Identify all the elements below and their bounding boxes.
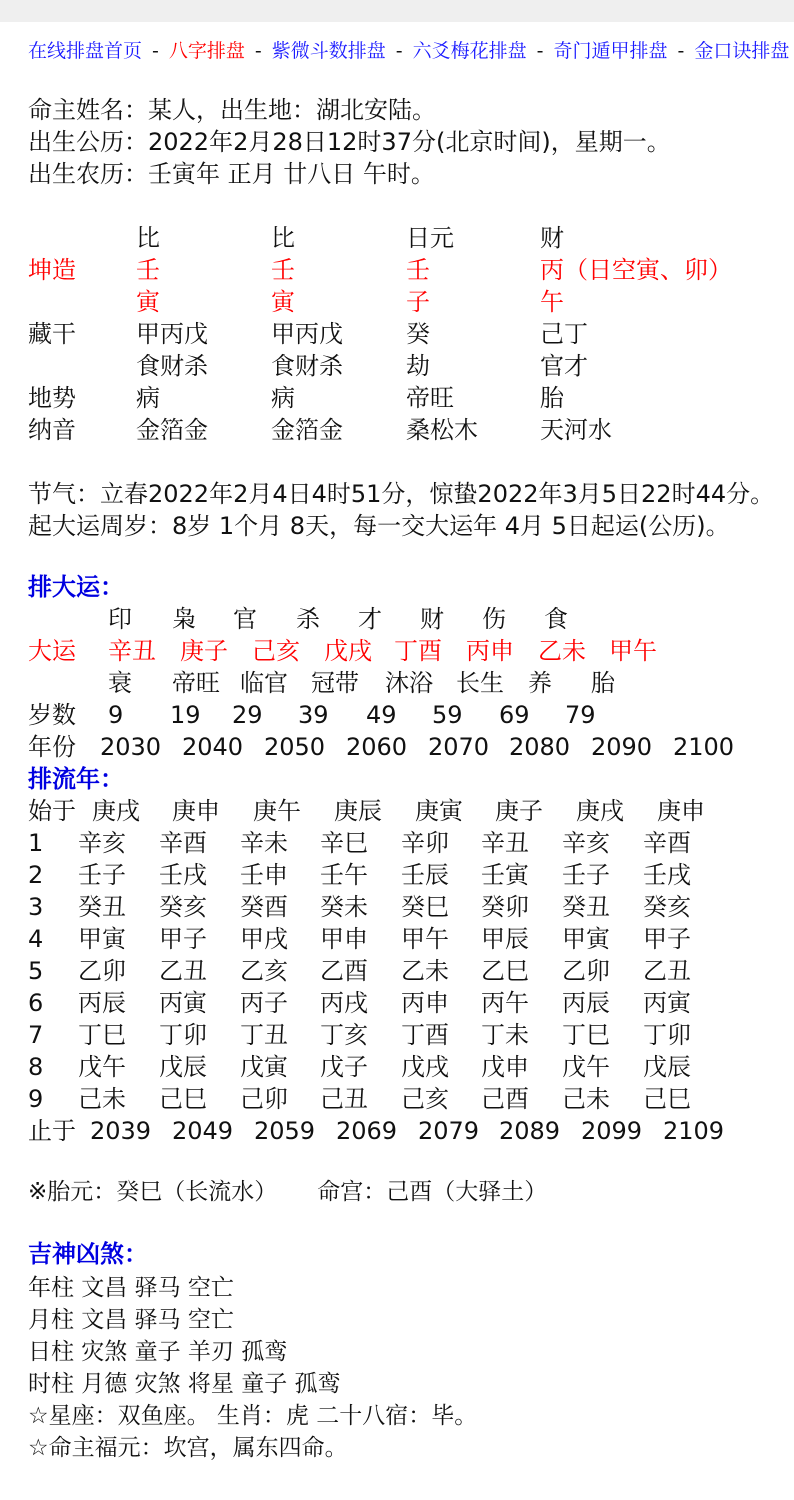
- dayun-age: 39: [298, 701, 329, 729]
- liunian-cell: 壬戌: [643, 861, 691, 889]
- dayun-dishi: 衰: [108, 669, 132, 697]
- liunian-cell: 癸亥: [643, 893, 691, 921]
- row-index: 6: [28, 989, 44, 1017]
- canggan-shen-day: 劫: [406, 352, 430, 380]
- liunian-cell: 戊寅: [240, 1053, 288, 1081]
- nav-link-liuyao[interactable]: 六爻梅花排盘: [412, 40, 527, 62]
- dayun-ganzhi: 己亥: [252, 637, 300, 665]
- liunian-start: 庚戌: [92, 797, 140, 825]
- dayun-shishen: 才: [358, 605, 382, 633]
- liunian-cell: 乙酉: [320, 957, 368, 985]
- dishi-month: 病: [271, 384, 295, 412]
- liunian-cell: 丁亥: [320, 1021, 368, 1049]
- liunian-cell: 己酉: [481, 1085, 529, 1113]
- liunian-cell: 丙申: [401, 989, 449, 1017]
- liunian-cell: 乙卯: [562, 957, 610, 985]
- dayun-ganzhi: 乙未: [538, 637, 586, 665]
- nav-separator: -: [536, 40, 544, 62]
- liunian-cell: 己未: [562, 1085, 610, 1113]
- liunian-cell: 辛丑: [481, 829, 529, 857]
- liunian-cell: 戊子: [320, 1053, 368, 1081]
- dayun-dishi: 冠带: [311, 669, 359, 697]
- browser-top-strip: [0, 0, 794, 22]
- liunian-cell: 乙丑: [159, 957, 207, 985]
- dayun-shishen: 杀: [296, 605, 320, 633]
- shishen-hour: 财: [540, 224, 564, 252]
- liunian-cell: 壬申: [240, 861, 288, 889]
- dayun-dishi: 临官: [240, 669, 288, 697]
- liunian-cell: 乙未: [401, 957, 449, 985]
- tiangan-year: 壬: [136, 256, 160, 284]
- liunian-cell: 甲申: [320, 925, 368, 953]
- liunian-cell: 乙卯: [78, 957, 126, 985]
- liunian-start: 庚午: [253, 797, 301, 825]
- dayun-age: 19: [170, 701, 201, 729]
- dayun-age: 59: [432, 701, 463, 729]
- canggan-shen-hour: 官才: [540, 352, 588, 380]
- liunian-cell: 癸巳: [401, 893, 449, 921]
- liunian-end: 2089: [499, 1117, 561, 1145]
- liunian-cell: 乙巳: [481, 957, 529, 985]
- kunzao-label: 坤造: [28, 256, 76, 284]
- liunian-cell: 甲子: [643, 925, 691, 953]
- liunian-cell: 丁酉: [401, 1021, 449, 1049]
- liunian-end: 2049: [172, 1117, 234, 1145]
- solar-term-line: 节气：立春2022年2月4日4时51分，惊蛰2022年3月5日22时44分。: [28, 480, 775, 508]
- row-index: 1: [28, 829, 44, 857]
- lunar-birth-line: 出生农历：壬寅年 正月 廿八日 午时。: [28, 160, 435, 188]
- liunian-cell: 丙辰: [562, 989, 610, 1017]
- liunian-end: 2079: [418, 1117, 480, 1145]
- dayun-year: 2100: [673, 733, 735, 761]
- dayun-shishen: 印: [108, 605, 132, 633]
- dayun-shishen: 官: [233, 605, 257, 633]
- liunian-cell: 甲子: [159, 925, 207, 953]
- dayun-year: 2090: [591, 733, 653, 761]
- dayun-dishi: 沐浴: [385, 669, 433, 697]
- row-index: 5: [28, 957, 44, 985]
- gregorian-birth-line: 出生公历：2022年2月28日12时37分(北京时间)，星期一。: [28, 128, 671, 156]
- liunian-start: 庚戌: [576, 797, 624, 825]
- dayun-shishen: 伤: [482, 605, 506, 633]
- dayun-ganzhi: 甲午: [609, 637, 657, 665]
- liunian-cell: 丁巳: [78, 1021, 126, 1049]
- age-label: 岁数: [28, 701, 76, 729]
- dayun-ganzhi: 辛丑: [108, 637, 156, 665]
- dayun-shishen: 枭: [172, 605, 196, 633]
- tiangan-hour: 丙（日空寅、卯）: [540, 256, 732, 284]
- row-index: 9: [28, 1085, 44, 1113]
- nav-link-qimen[interactable]: 奇门遁甲排盘: [553, 40, 668, 62]
- liunian-cell: 己未: [78, 1085, 126, 1113]
- fuyuan-line: ☆命主福元：坎宫，属东四命。: [28, 1435, 348, 1461]
- dayun-shishen: 食: [544, 605, 568, 633]
- liunian-cell: 丁巳: [562, 1021, 610, 1049]
- dishi-label: 地势: [28, 384, 76, 412]
- liunian-end: 2069: [336, 1117, 398, 1145]
- liunian-cell: 己巳: [159, 1085, 207, 1113]
- dayun-age: 29: [232, 701, 263, 729]
- liunian-cell: 壬寅: [481, 861, 529, 889]
- liunian-cell: 戊午: [562, 1053, 610, 1081]
- liunian-cell: 丁卯: [643, 1021, 691, 1049]
- liunian-cell: 癸酉: [240, 893, 288, 921]
- taiyuan-minggong: [28, 1176, 547, 1208]
- year-pillar-stars: 年柱 文昌 驿马 空亡: [28, 1275, 234, 1301]
- liunian-cell: 丙戌: [320, 989, 368, 1017]
- dayun-year: 2030: [100, 733, 162, 761]
- liunian-end: 2039: [90, 1117, 152, 1145]
- dayun-year: 2040: [182, 733, 244, 761]
- liunian-cell: 乙丑: [643, 957, 691, 985]
- liunian-cell: 丁未: [481, 1021, 529, 1049]
- nayin-month: 金箔金: [271, 416, 343, 444]
- dayun-dishi: 养: [528, 669, 552, 697]
- liunian-cell: 己卯: [240, 1085, 288, 1113]
- liunian-cell: 丁卯: [159, 1021, 207, 1049]
- liunian-cell: 癸亥: [159, 893, 207, 921]
- dayun-dishi: 长生: [456, 669, 504, 697]
- liunian-cell: 丙寅: [159, 989, 207, 1017]
- liunian-cell: 壬子: [562, 861, 610, 889]
- liunian-cell: 辛酉: [643, 829, 691, 857]
- dayun-year: 2080: [509, 733, 571, 761]
- row-index: 7: [28, 1021, 44, 1049]
- liunian-cell: 丙子: [240, 989, 288, 1017]
- liunian-cell: 戊辰: [159, 1053, 207, 1081]
- birth-info: [28, 94, 671, 190]
- luck-start-line: 起大运周岁：8岁 1个月 8天，每一交大运年 4月 5日起运(公历)。: [28, 512, 730, 540]
- nav-link-home[interactable]: 在线排盘首页: [28, 40, 143, 62]
- liunian-cell: 甲戌: [240, 925, 288, 953]
- liunian-cell: 己巳: [643, 1085, 691, 1113]
- liunian-start: 庚申: [657, 797, 705, 825]
- liunian-end: 2099: [581, 1117, 643, 1145]
- dayun-ganzhi: 丁酉: [394, 637, 442, 665]
- liunian-cell: 癸丑: [562, 893, 610, 921]
- top-navigation: [28, 36, 789, 63]
- dayun-age: 9: [108, 701, 124, 729]
- liunian-cell: 壬午: [320, 861, 368, 889]
- dayun-title: 排大运：: [28, 573, 124, 601]
- liunian-cell: 壬子: [78, 861, 126, 889]
- liunian-start: 庚子: [495, 797, 543, 825]
- liunian-cell: 乙亥: [240, 957, 288, 985]
- dayun-year: 2050: [264, 733, 326, 761]
- liunian-cell: 甲寅: [562, 925, 610, 953]
- name-birthplace-line: 命主姓名：某人，出生地：湖北安陆。: [28, 96, 436, 124]
- liunian-cell: 癸丑: [78, 893, 126, 921]
- dizhi-day: 子: [406, 288, 430, 316]
- liunian-cell: 丙寅: [643, 989, 691, 1017]
- day-pillar-stars: 日柱 灾煞 童子 羊刃 孤鸾: [28, 1339, 288, 1365]
- dayun-age: 49: [366, 701, 397, 729]
- dayun-year: 2070: [428, 733, 490, 761]
- row-index: 8: [28, 1053, 44, 1081]
- canggan-shen-year: 食财杀: [136, 352, 208, 380]
- canggan-label: 藏干: [28, 320, 76, 348]
- liunian-end: 2059: [254, 1117, 316, 1145]
- dayun-label: 大运: [28, 637, 76, 665]
- dayun-shishen: 财: [420, 605, 444, 633]
- row-index: 2: [28, 861, 44, 889]
- dayun-ganzhi: 庚子: [180, 637, 228, 665]
- canggan-year: 甲丙戊: [136, 320, 208, 348]
- dishi-hour: 胎: [540, 384, 564, 412]
- dayun-age: 69: [499, 701, 530, 729]
- liunian-cell: 辛卯: [401, 829, 449, 857]
- canggan-month: 甲丙戊: [271, 320, 343, 348]
- nayin-hour: 天河水: [540, 416, 612, 444]
- taiyuan-text: ※胎元：癸巳（长流水）: [28, 1179, 278, 1205]
- liunian-cell: 甲辰: [481, 925, 529, 953]
- liunian-cell: 辛酉: [159, 829, 207, 857]
- dizhi-hour: 午: [540, 288, 564, 316]
- row-index: 3: [28, 893, 44, 921]
- dizhi-month: 寅: [271, 288, 295, 316]
- dayun-ganzhi: 戊戌: [324, 637, 372, 665]
- jishen-title: 吉神凶煞：: [28, 1240, 148, 1268]
- liunian-cell: 丙午: [481, 989, 529, 1017]
- minggong-text: 命宫：己酉（大驿土）: [317, 1179, 548, 1205]
- tiangan-day: 壬: [406, 256, 430, 284]
- shishen-year: 比: [136, 224, 160, 252]
- canggan-hour: 己丁: [540, 320, 588, 348]
- zodiac-line: ☆星座：双鱼座。 生肖：虎 二十八宿：毕。: [28, 1403, 478, 1429]
- row-index: 4: [28, 925, 44, 953]
- shishen-month: 比: [271, 224, 295, 252]
- liunian-cell: 辛巳: [320, 829, 368, 857]
- liunian-start: 庚辰: [334, 797, 382, 825]
- nav-link-ziwei[interactable]: 紫微斗数排盘: [271, 40, 386, 62]
- liunian-start: 庚寅: [415, 797, 463, 825]
- liunian-cell: 戊戌: [401, 1053, 449, 1081]
- dishi-day: 帝旺: [406, 384, 454, 412]
- nav-separator: -: [152, 40, 159, 62]
- nav-separator: -: [254, 40, 262, 62]
- liunian-cell: 癸卯: [481, 893, 529, 921]
- year-label: 年份: [28, 733, 76, 761]
- liunian-cell: 丁丑: [240, 1021, 288, 1049]
- solar-term-info: [28, 478, 774, 542]
- dayun-year: 2060: [346, 733, 408, 761]
- nayin-day: 桑松木: [406, 416, 478, 444]
- dayun-ganzhi: 丙申: [466, 637, 514, 665]
- canggan-shen-month: 食财杀: [271, 352, 343, 380]
- month-pillar-stars: 月柱 文昌 驿马 空亡: [28, 1307, 234, 1333]
- liunian-cell: 戊辰: [643, 1053, 691, 1081]
- liunian-cell: 辛亥: [78, 829, 126, 857]
- nav-link-bazi[interactable]: 八字排盘: [168, 40, 245, 62]
- dizhi-year: 寅: [136, 288, 160, 316]
- liunian-cell: 辛亥: [562, 829, 610, 857]
- dayun-dishi: 胎: [591, 669, 615, 697]
- liunian-cell: 甲午: [401, 925, 449, 953]
- liunian-cell: 甲寅: [78, 925, 126, 953]
- liunian-end: 2109: [663, 1117, 725, 1145]
- jishen-list: [28, 1272, 477, 1464]
- dayun-dishi: 帝旺: [172, 669, 220, 697]
- liunian-cell: 己亥: [401, 1085, 449, 1113]
- liunian-start: 庚申: [172, 797, 220, 825]
- dishi-year: 病: [136, 384, 160, 412]
- liunian-cell: 戊午: [78, 1053, 126, 1081]
- end-label: 止于: [28, 1117, 76, 1145]
- nayin-year: 金箔金: [136, 416, 208, 444]
- liunian-cell: 壬戌: [159, 861, 207, 889]
- start-label: 始于: [28, 797, 76, 825]
- shishen-day: 日元: [406, 224, 454, 252]
- tiangan-month: 壬: [271, 256, 295, 284]
- nav-separator: -: [395, 40, 403, 62]
- liunian-cell: 丙辰: [78, 989, 126, 1017]
- liunian-cell: 辛未: [240, 829, 288, 857]
- canggan-day: 癸: [406, 320, 430, 348]
- dayun-age: 79: [565, 701, 596, 729]
- liunian-cell: 己丑: [320, 1085, 368, 1113]
- liunian-title: 排流年：: [28, 765, 124, 793]
- nav-link-jinkoujue[interactable]: 金口诀排盘: [694, 40, 790, 62]
- hour-pillar-stars: 时柱 月德 灾煞 将星 童子 孤鸾: [28, 1371, 341, 1397]
- liunian-cell: 壬辰: [401, 861, 449, 889]
- nayin-label: 纳音: [28, 416, 76, 444]
- nav-separator: -: [677, 40, 685, 62]
- liunian-cell: 戊申: [481, 1053, 529, 1081]
- liunian-cell: 癸未: [320, 893, 368, 921]
